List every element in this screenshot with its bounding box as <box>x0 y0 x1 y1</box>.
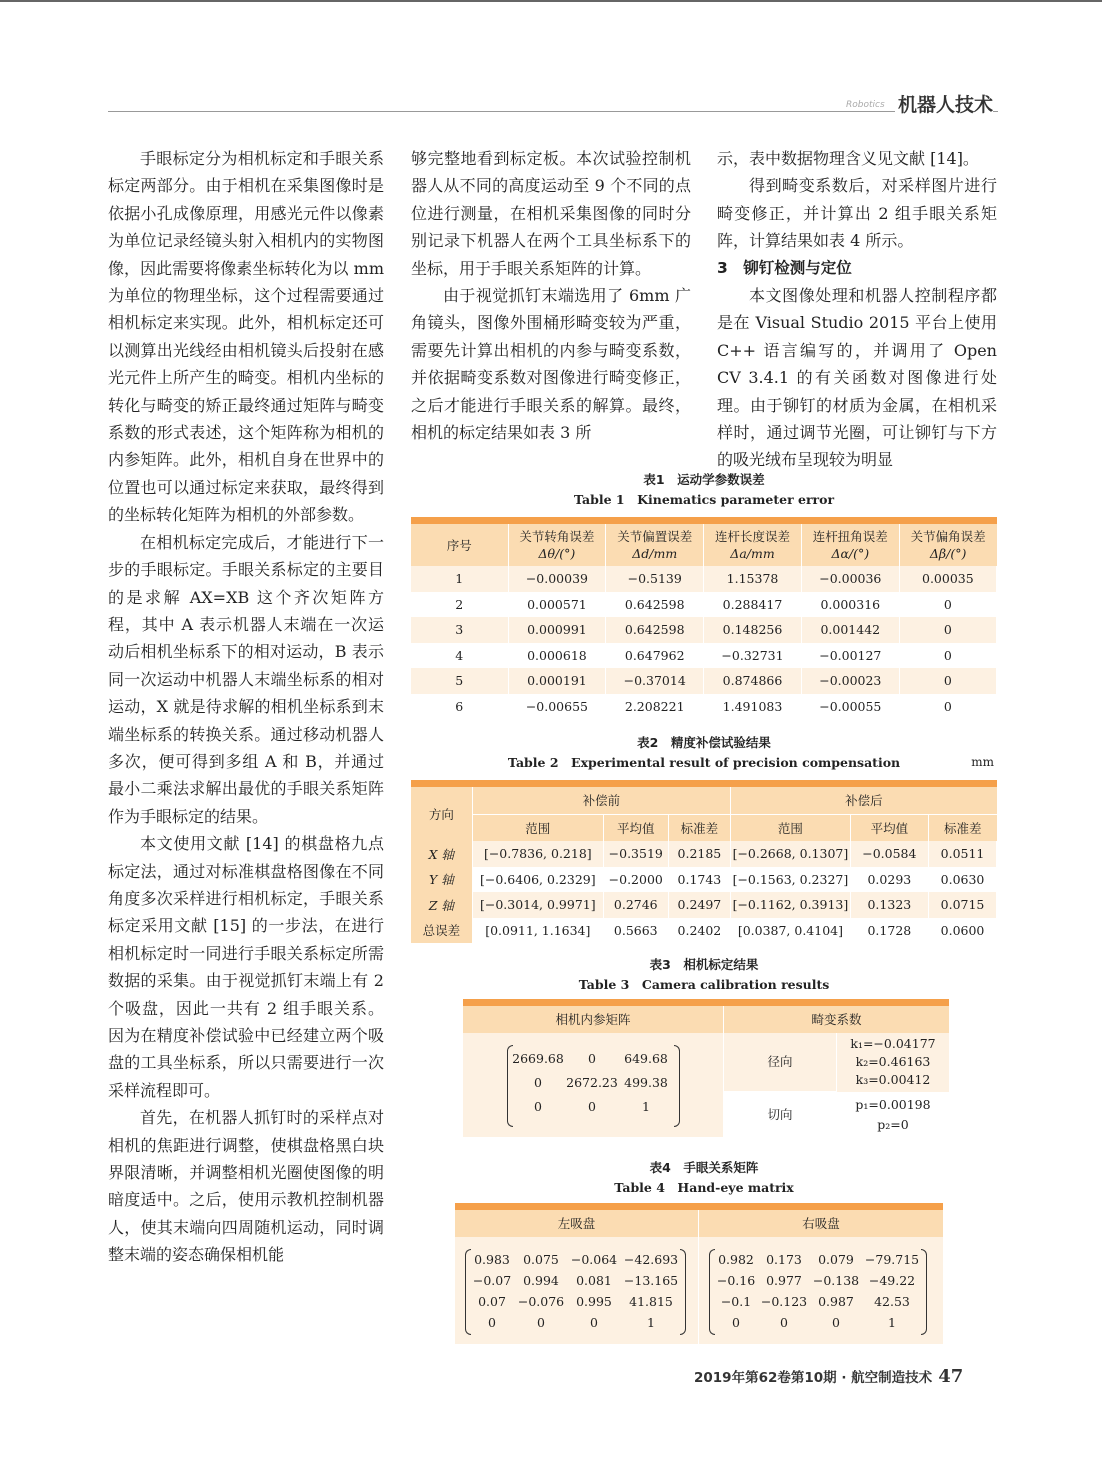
row-label: Y 轴 <box>411 867 472 893</box>
table-cell: [0.0911, 1.1634] <box>472 918 603 944</box>
journal-section-title: 机器人技术 <box>895 90 993 117</box>
table-cell: 0.000618 <box>508 643 606 669</box>
paragraph: 由于视觉抓钉末端选用了 6mm 广角镜头，图像外围桶形畸变较为严重，需要先计算出相机的内参与畸变系数，并依据畸变系数对图像进行畸变修正，之后才能进行手眼关系的解算。最终，相机的标定结果如表 3 所 <box>411 286 691 443</box>
table-cell: −0.2000 <box>603 867 668 893</box>
table2-caption-en: Table 2 Experimental result of precision compensation <box>507 755 901 770</box>
matrix-entry: 0.983 <box>474 1252 510 1267</box>
paragraph: 本文使用文献 [14] 的棋盘格九点标定法，通过对标准棋盘格图像在不同角度多次采样进行相机标定，手眼关系标定采用文献 [15] 的一步法，在进行相机标定时一同进行手眼关系标定所需数据的采集。由于视觉抓钉末端上有 2 个吸盘，因此一共有 2 组手眼关系。因为在精度补偿试验中已经建立两个吸盘的工具坐标系，所以只需要进行一次采样流程即可。 <box>108 834 384 1100</box>
matrix-entry: 0 <box>732 1315 740 1330</box>
text-column-2 <box>411 145 691 446</box>
table-cell: 0.0630 <box>929 867 997 893</box>
table-cell: 0.2402 <box>668 918 731 944</box>
paragraph: 首先，在机器人抓钉时的采样点对相机的焦距进行调整，使棋盘格黑白块界限清晰，并调整相机光圈使图像的明暗度适中。之后，使用示教机控制机器人，使其末端向四周随机运动，同时调整末端的姿态确保相机能 <box>108 1108 384 1265</box>
table-cell: 0.0511 <box>929 841 997 867</box>
row-label: 总误差 <box>411 918 472 944</box>
table1-header: 连杆扭角误差 Δα/(°) <box>801 524 899 566</box>
table-cell: 1 <box>411 566 508 592</box>
table-row <box>411 892 997 918</box>
table-cell: 0.00035 <box>899 566 996 592</box>
matrix-entry: −0.123 <box>760 1294 808 1309</box>
table-cell: 0.1323 <box>850 892 928 918</box>
table-cell: 0.0600 <box>929 918 997 944</box>
matrix-entry: 42.53 <box>874 1294 910 1309</box>
table2-header-direction: 方向 <box>411 787 472 841</box>
p1-value: p₁=0.00198 <box>855 1097 931 1112</box>
table2-precision-compensation <box>411 780 997 943</box>
matrix-entry: 1 <box>647 1315 655 1330</box>
table-cell: −0.00055 <box>801 694 899 720</box>
table3-camera-calibration <box>463 999 949 1137</box>
matrix-entry: −49.22 <box>868 1273 916 1288</box>
matrix-entry: 0.075 <box>523 1252 559 1267</box>
table4-hand-eye-matrix <box>455 1203 943 1344</box>
table-cell: [−0.7836, 0.218] <box>472 841 603 867</box>
matrix-entry: 1 <box>888 1315 896 1330</box>
table3-caption-zh: 表3 相机标定结果 <box>649 957 759 972</box>
table-cell: 0 <box>899 592 996 618</box>
matrix-entry: −0.076 <box>517 1294 565 1309</box>
table-row <box>411 841 997 867</box>
table-cell: −0.00127 <box>801 643 899 669</box>
table-cell: −0.37014 <box>606 668 704 694</box>
table-cell: 0 <box>899 617 996 643</box>
section-heading: 3 铆钉检测与定位 <box>717 258 852 277</box>
table-cell: 0 <box>899 668 996 694</box>
k2-value: k₂=0.46163 <box>855 1054 931 1069</box>
matrix-entry: 0 <box>534 1099 542 1114</box>
matrix-entry: 1 <box>642 1099 650 1114</box>
table-row <box>411 918 997 944</box>
journal-section-logo-small: Robotics <box>846 100 885 110</box>
table4-header-right: 右吸盘 <box>802 1216 840 1231</box>
p2-value: p₂=0 <box>877 1117 909 1132</box>
matrix-entry: −42.693 <box>623 1252 679 1267</box>
table-cell: [−0.3014, 0.9971] <box>472 892 603 918</box>
matrix-entry: 0.173 <box>766 1252 802 1267</box>
table-cell: 0.2746 <box>603 892 668 918</box>
table-row <box>411 694 997 720</box>
matrix-entry: 0 <box>488 1315 496 1330</box>
matrix-entry: −0.138 <box>812 1273 860 1288</box>
left-suction-matrix <box>469 1249 681 1333</box>
table-cell: 2 <box>411 592 508 618</box>
table-cell: 0.000191 <box>508 668 606 694</box>
matrix-entry: 0.079 <box>818 1252 854 1267</box>
table2-subheader: 标准差 <box>668 815 731 842</box>
k3-value: k₃=0.00412 <box>855 1072 931 1087</box>
table-cell: −0.5139 <box>606 566 704 592</box>
matrix-entry: 2669.68 <box>512 1051 564 1066</box>
table-cell: 0.000571 <box>508 592 606 618</box>
row-label: Z 轴 <box>411 892 472 918</box>
table2-header-after: 补偿后 <box>731 787 997 815</box>
table4-header-left: 左吸盘 <box>455 1210 699 1237</box>
paragraph: 够完整地看到标定板。本次试验控制机器人从不同的高度运动至 9 个不同的点位进行测量，在相机采集图像的同时分别记录下机器人在两个工具坐标系下的坐标，用于手眼关系矩阵的计算。 <box>411 149 691 278</box>
table2-subheader: 平均值 <box>850 815 928 842</box>
matrix-entry: 0 <box>588 1099 596 1114</box>
matrix-entry: 0 <box>832 1315 840 1330</box>
paragraph: 本文图像处理和机器人控制程序都是在 Visual Studio 2015 平台上使用 C++ 语言编写的，并调用了 Open CV 3.4.1 的有关函数对图像进行处理。由于铆钉的材质为金属，在相机采样时，通过调节光圈，可让铆钉与下方的吸光绒布呈现较为明显 <box>717 286 997 470</box>
table2-subheader: 标准差 <box>929 815 997 842</box>
table-cell: 6 <box>411 694 508 720</box>
table-cell: 0.1743 <box>668 867 731 893</box>
right-suction-matrix <box>713 1249 921 1333</box>
matrix-entry: 0.07 <box>478 1294 506 1309</box>
table-cell: 1.491083 <box>704 694 802 720</box>
table-cell: 3 <box>411 617 508 643</box>
page-footer <box>694 1366 963 1387</box>
table-cell: 0.874866 <box>704 668 802 694</box>
radial-label: 径向 <box>724 1033 837 1092</box>
table-cell: −0.0584 <box>850 841 928 867</box>
table-cell: 0.2185 <box>668 841 731 867</box>
table-row <box>411 643 997 669</box>
matrix-entry: −0.16 <box>716 1273 756 1288</box>
table2-subheader: 平均值 <box>603 815 668 842</box>
table-cell: 0.0293 <box>850 867 928 893</box>
text-column-3 <box>717 145 997 474</box>
table-cell: 0.148256 <box>704 617 802 643</box>
table4-caption-zh: 表4 手眼关系矩阵 <box>649 1160 759 1175</box>
matrix-entry: 499.38 <box>624 1075 668 1090</box>
journal-issue: 2019年第62卷第10期 · 航空制造技术 <box>694 1370 933 1386</box>
table-cell: 0 <box>899 643 996 669</box>
table1-header: 关节偏置误差 Δd/mm <box>606 524 704 566</box>
table4-caption-en: Table 4 Hand-eye matrix <box>614 1180 794 1195</box>
matrix-entry: 0 <box>588 1051 596 1066</box>
matrix-entry: 0.977 <box>766 1273 802 1288</box>
matrix-entry: 0.995 <box>576 1294 612 1309</box>
table-row <box>411 592 997 618</box>
text-column-1 <box>108 145 384 1269</box>
matrix-entry: −13.165 <box>623 1273 679 1288</box>
matrix-entry: −0.1 <box>720 1294 752 1309</box>
matrix-entry: 0.081 <box>576 1273 612 1288</box>
matrix-entry: 0 <box>534 1075 542 1090</box>
table3-header-distortion: 畸变系数 <box>811 1012 862 1027</box>
matrix-entry: 649.68 <box>624 1051 668 1066</box>
table-row <box>411 867 997 893</box>
table-cell: [−0.6406, 0.2329] <box>472 867 603 893</box>
matrix-entry: 0 <box>780 1315 788 1330</box>
table2-caption <box>411 733 997 773</box>
table-cell: 2.208221 <box>606 694 704 720</box>
table-cell: −0.32731 <box>704 643 802 669</box>
table-cell: 0.642598 <box>606 592 704 618</box>
paragraph: 在相机标定完成后，才能进行下一步的手眼标定。手眼关系标定的主要目的是求解 AX=XB 这个齐次矩阵方程，其中 A 表示机器人末端在一次运动后相机坐标系下的相对运动，B 表示同一次运动中机器人末端坐标系的相对运动，X 就是待求解的相机坐标系到末端坐标系的转换关系。通过移动机器人多次，便可得到多组 A 和 B，并通过最小二乘法求解出最优的手眼关系矩阵作为手眼标定的结果。 <box>108 532 384 826</box>
table-cell: [0.0387, 0.4104] <box>731 918 851 944</box>
tangential-coefficients <box>837 1092 949 1137</box>
table1-header: 关节偏角误差 Δβ/(°) <box>899 524 996 566</box>
table-cell: 0.2497 <box>668 892 731 918</box>
table-cell: 0.288417 <box>704 592 802 618</box>
table-cell: 0.647962 <box>606 643 704 669</box>
table-cell: 0.000991 <box>508 617 606 643</box>
table-cell: 1.15378 <box>704 566 802 592</box>
table-cell: −0.00039 <box>508 566 606 592</box>
table-cell: [−0.1563, 0.2327] <box>731 867 851 893</box>
table-row <box>411 668 997 694</box>
table-row <box>411 617 997 643</box>
matrix-entry: −0.07 <box>472 1273 512 1288</box>
paragraph: 得到畸变系数后，对采样图片进行畸变修正，并计算出 2 组手眼关系矩阵，计算结果如表 4 所示。 <box>717 176 997 251</box>
table2-subheader: 范围 <box>472 815 603 842</box>
matrix-entry: 0.982 <box>718 1252 754 1267</box>
matrix-entry: 0.987 <box>818 1294 854 1309</box>
table1-header: 连杆长度误差 Δa/mm <box>704 524 802 566</box>
matrix-entry: 0.994 <box>523 1273 559 1288</box>
table-cell: 0.000316 <box>801 592 899 618</box>
table-cell: [−0.1162, 0.3913] <box>731 892 851 918</box>
row-label: X 轴 <box>411 841 472 867</box>
matrix-entry: 41.815 <box>629 1294 673 1309</box>
table-cell: 5 <box>411 668 508 694</box>
table-cell: [−0.2668, 0.1307] <box>731 841 851 867</box>
intrinsic-matrix <box>511 1047 673 1119</box>
table2-caption-zh: 表2 精度补偿试验结果 <box>637 735 771 750</box>
paragraph: 手眼标定分为相机标定和手眼关系标定两部分。由于相机在采集图像时是依据小孔成像原理，用感光元件以像素为单位记录经镜头射入相机内的实物图像，因此需要将像素坐标转化为以 mm 为单位的物理坐标，这个过程需要通过相机标定来实现。此外，相机标定还可以测算出光线经由相机镜头后投射在感光元件上所产生的畸变。相机内坐标的转化与畸变的矫正最终通过矩阵与畸变系数的形式表述，这个矩阵称为相机的内参矩阵。此外，相机自身在世界中的位置也可以通过标定来获取，最终得到的坐标转化矩阵为相机的外部参数。 <box>108 149 384 525</box>
table2-unit: mm <box>971 755 994 769</box>
table-cell: −0.00655 <box>508 694 606 720</box>
table1-caption <box>411 470 997 510</box>
table-cell: −0.00023 <box>801 668 899 694</box>
radial-coefficients <box>837 1035 949 1089</box>
table-cell: 4 <box>411 643 508 669</box>
table1-kinematics-error <box>411 517 997 719</box>
table-cell: 0.642598 <box>606 617 704 643</box>
table1-header-index: 序号 <box>411 524 508 566</box>
table-row <box>411 566 997 592</box>
table2-subheader: 范围 <box>731 815 851 842</box>
table-cell: 0 <box>899 694 996 720</box>
matrix-entry: −79.715 <box>864 1252 920 1267</box>
table3-caption-en: Table 3 Camera calibration results <box>578 977 830 992</box>
tangential-label: 切向 <box>724 1092 837 1137</box>
table-cell: −0.00036 <box>801 566 899 592</box>
table4-caption <box>411 1158 997 1198</box>
k1-value: k₁=−0.04177 <box>850 1036 936 1051</box>
table1-caption-zh: 表1 运动学参数误差 <box>643 472 765 487</box>
matrix-entry: 0 <box>590 1315 598 1330</box>
header-rule <box>108 111 998 112</box>
table-cell: −0.3519 <box>603 841 668 867</box>
matrix-entry: 0 <box>537 1315 545 1330</box>
table3-caption <box>411 955 997 995</box>
table3-header-intrinsic: 相机内参矩阵 <box>463 1006 724 1033</box>
top-border <box>0 0 1102 2</box>
matrix-entry: 2672.23 <box>566 1075 618 1090</box>
table-cell: 0.0715 <box>929 892 997 918</box>
matrix-entry: −0.064 <box>570 1252 618 1267</box>
table-cell: 0.5663 <box>603 918 668 944</box>
page-number: 47 <box>938 1366 964 1387</box>
table2-header-before: 补偿前 <box>472 787 730 815</box>
table-cell: 0.1728 <box>850 918 928 944</box>
table1-caption-en: Table 1 Kinematics parameter error <box>573 492 835 507</box>
table-cell: 0.001442 <box>801 617 899 643</box>
table1-header: 关节转角误差 Δθ/(°) <box>508 524 606 566</box>
paragraph: 示，表中数据物理含义见文献 [14]。 <box>717 149 979 168</box>
